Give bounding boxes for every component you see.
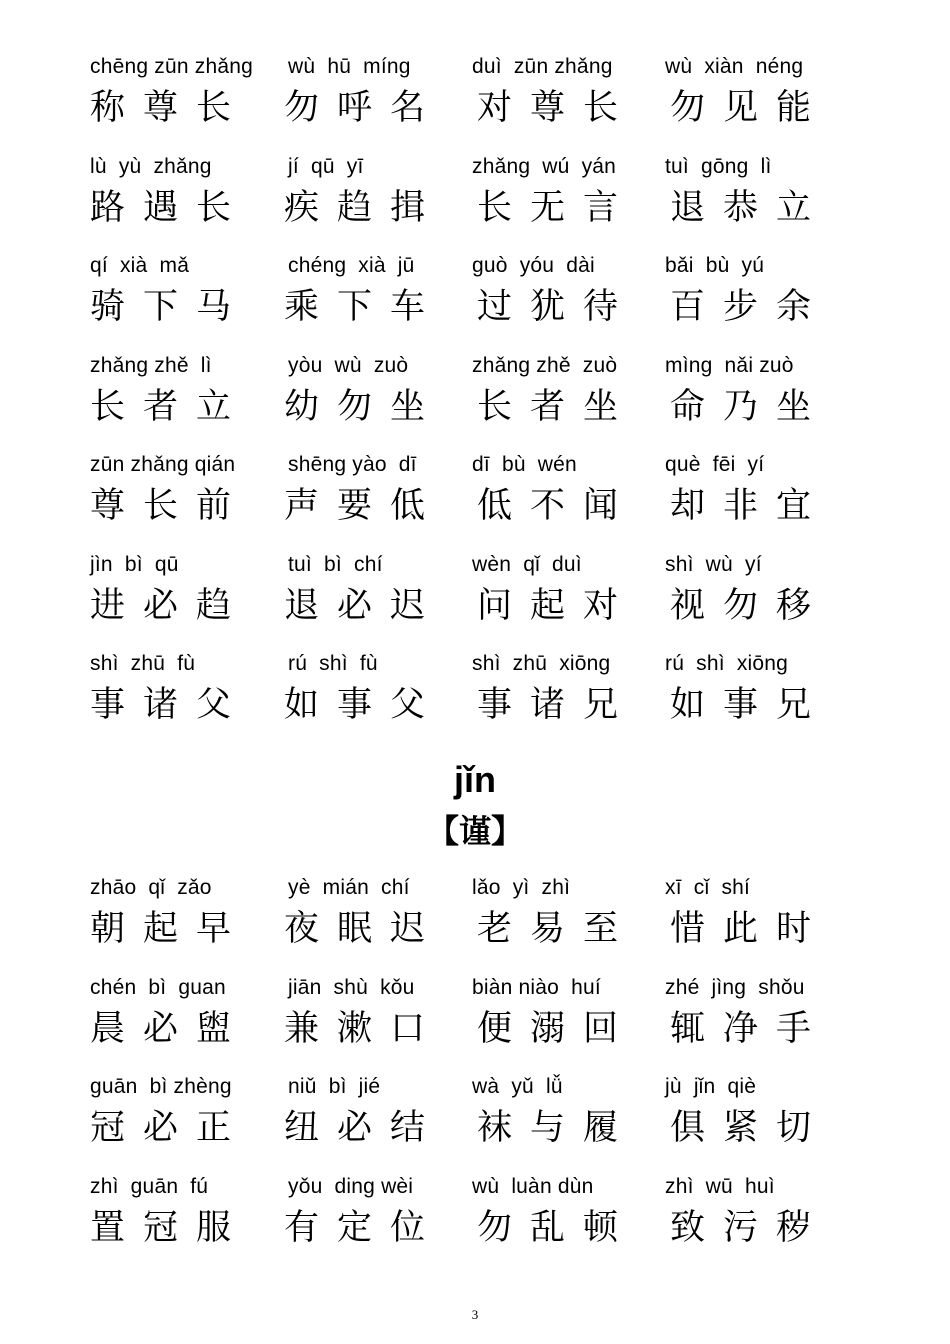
hanzi-phrase: 疾趋揖 (284, 187, 444, 228)
hanzi-phrase: 晨必盥 (90, 1008, 250, 1049)
hanzi-phrase: 视勿移 (670, 585, 830, 626)
pinyin-line: lù yù zhǎng (90, 154, 212, 178)
pinyin-line: què fēi yí (665, 453, 765, 476)
hanzi-phrase: 长者立 (90, 386, 250, 427)
hanzi-phrase: 对尊长 (477, 88, 637, 128)
pinyin-line: zhǎng wú yán (472, 154, 617, 178)
pinyin-line: chén bì guan (90, 975, 226, 999)
pinyin-line: shēng yào dī (288, 453, 417, 476)
hanzi-phrase: 进必趋 (90, 585, 250, 626)
pinyin-line: jìn bì qū (90, 552, 179, 576)
pinyin-line: niǔ bì jié (288, 1075, 381, 1098)
pinyin-line: zhāo qǐ zǎo (90, 876, 212, 899)
pinyin-line: biàn niào huí (472, 975, 601, 999)
pinyin-line: guān bì zhèng (90, 1075, 232, 1098)
pinyin-line: dī bù wén (472, 453, 577, 476)
hanzi-phrase: 事诸父 (90, 685, 250, 725)
hanzi-phrase: 有定位 (284, 1207, 444, 1248)
hanzi-phrase: 便溺回 (477, 1008, 637, 1049)
pinyin-line: wù luàn dùn (472, 1174, 594, 1198)
pinyin-line: zhǎng zhě lì (90, 353, 212, 377)
pinyin-line: lǎo yì zhì (472, 876, 571, 899)
pinyin-line: duì zūn zhǎng (472, 55, 613, 78)
pinyin-line: zhì guān fú (90, 1174, 209, 1198)
hanzi-phrase: 勿呼名 (284, 88, 444, 128)
pinyin-line: shì wù yí (665, 552, 762, 576)
hanzi-phrase: 骑下马 (90, 287, 250, 327)
pinyin-line: zhǎng zhě zuò (472, 353, 618, 377)
hanzi-phrase: 事诸兄 (477, 685, 637, 725)
hanzi-phrase: 勿见能 (670, 88, 830, 128)
hanzi-phrase: 称尊长 (90, 88, 250, 128)
pinyin-line: zhì wū huì (665, 1174, 775, 1198)
hanzi-phrase: 却非宜 (670, 486, 830, 526)
hanzi-phrase: 辄净手 (670, 1008, 830, 1049)
pinyin-line: zhé jìng shǒu (665, 975, 805, 999)
hanzi-phrase: 百步余 (670, 287, 830, 327)
hanzi-phrase: 惜此时 (670, 909, 830, 949)
pinyin-line: yè mián chí (288, 876, 410, 899)
pinyin-line: wù hū míng (288, 55, 411, 78)
pinyin-line: wèn qǐ duì (472, 552, 582, 576)
section-title-hanzi: 【谨】 (426, 812, 523, 850)
pinyin-line: jí qū yī (288, 154, 364, 178)
hanzi-phrase: 尊长前 (90, 486, 250, 526)
hanzi-phrase: 如事兄 (670, 685, 830, 725)
hanzi-phrase: 命乃坐 (670, 386, 830, 427)
hanzi-phrase: 如事父 (284, 685, 444, 725)
hanzi-phrase: 问起对 (477, 585, 637, 626)
hanzi-phrase: 退恭立 (670, 187, 830, 228)
hanzi-phrase: 朝起早 (90, 909, 250, 949)
hanzi-phrase: 置冠服 (90, 1207, 250, 1248)
pinyin-line: wù xiàn néng (665, 55, 804, 78)
pinyin-line: chēng zūn zhǎng (90, 55, 253, 78)
hanzi-phrase: 俱紧切 (670, 1108, 830, 1148)
pinyin-line: guò yóu dài (472, 254, 595, 277)
pinyin-line: jiān shù kǒu (288, 975, 415, 999)
hanzi-phrase: 老易至 (477, 909, 637, 949)
hanzi-phrase: 冠必正 (90, 1108, 250, 1148)
pinyin-line: shì zhū fù (90, 652, 196, 675)
pinyin-line: bǎi bù yú (665, 254, 765, 277)
page-number: 3 (471, 1307, 479, 1322)
pinyin-line: yǒu ding wèi (288, 1174, 414, 1198)
hanzi-phrase: 乘下车 (284, 287, 444, 327)
pinyin-line: zūn zhǎng qián (90, 453, 236, 476)
pinyin-line: tuì bì chí (288, 552, 383, 576)
hanzi-phrase: 勿乱顿 (477, 1207, 637, 1248)
hanzi-phrase: 长无言 (477, 187, 637, 228)
hanzi-phrase: 长者坐 (477, 386, 637, 427)
hanzi-phrase: 致污秽 (670, 1207, 830, 1248)
hanzi-phrase: 路遇长 (90, 187, 250, 228)
hanzi-phrase: 夜眠迟 (284, 909, 444, 949)
hanzi-phrase: 过犹待 (477, 287, 637, 327)
hanzi-phrase: 声要低 (284, 486, 444, 526)
pinyin-line: tuì gōng lì (665, 154, 772, 178)
pinyin-line: rú shì xiōng (665, 652, 789, 675)
hanzi-phrase: 纽必结 (284, 1108, 444, 1148)
pinyin-line: xī cǐ shí (665, 876, 751, 899)
pinyin-line: chéng xià jū (288, 254, 415, 277)
hanzi-phrase: 兼漱口 (284, 1008, 444, 1049)
pinyin-line: qí xià mǎ (90, 254, 190, 277)
pinyin-line: wà yǔ lǚ (472, 1075, 563, 1098)
hanzi-phrase: 低不闻 (477, 486, 637, 526)
pinyin-line: rú shì fù (288, 652, 378, 675)
section-title-pinyin: jǐn (454, 759, 496, 800)
hanzi-phrase: 袜与履 (477, 1108, 637, 1148)
pinyin-line: yòu wù zuò (288, 353, 409, 377)
pinyin-line: jù jǐn qiè (665, 1075, 757, 1098)
hanzi-phrase: 幼勿坐 (284, 386, 444, 427)
pinyin-line: mìng nǎi zuò (665, 353, 794, 377)
pinyin-line: shì zhū xiōng (472, 652, 611, 675)
hanzi-phrase: 退必迟 (284, 585, 444, 626)
